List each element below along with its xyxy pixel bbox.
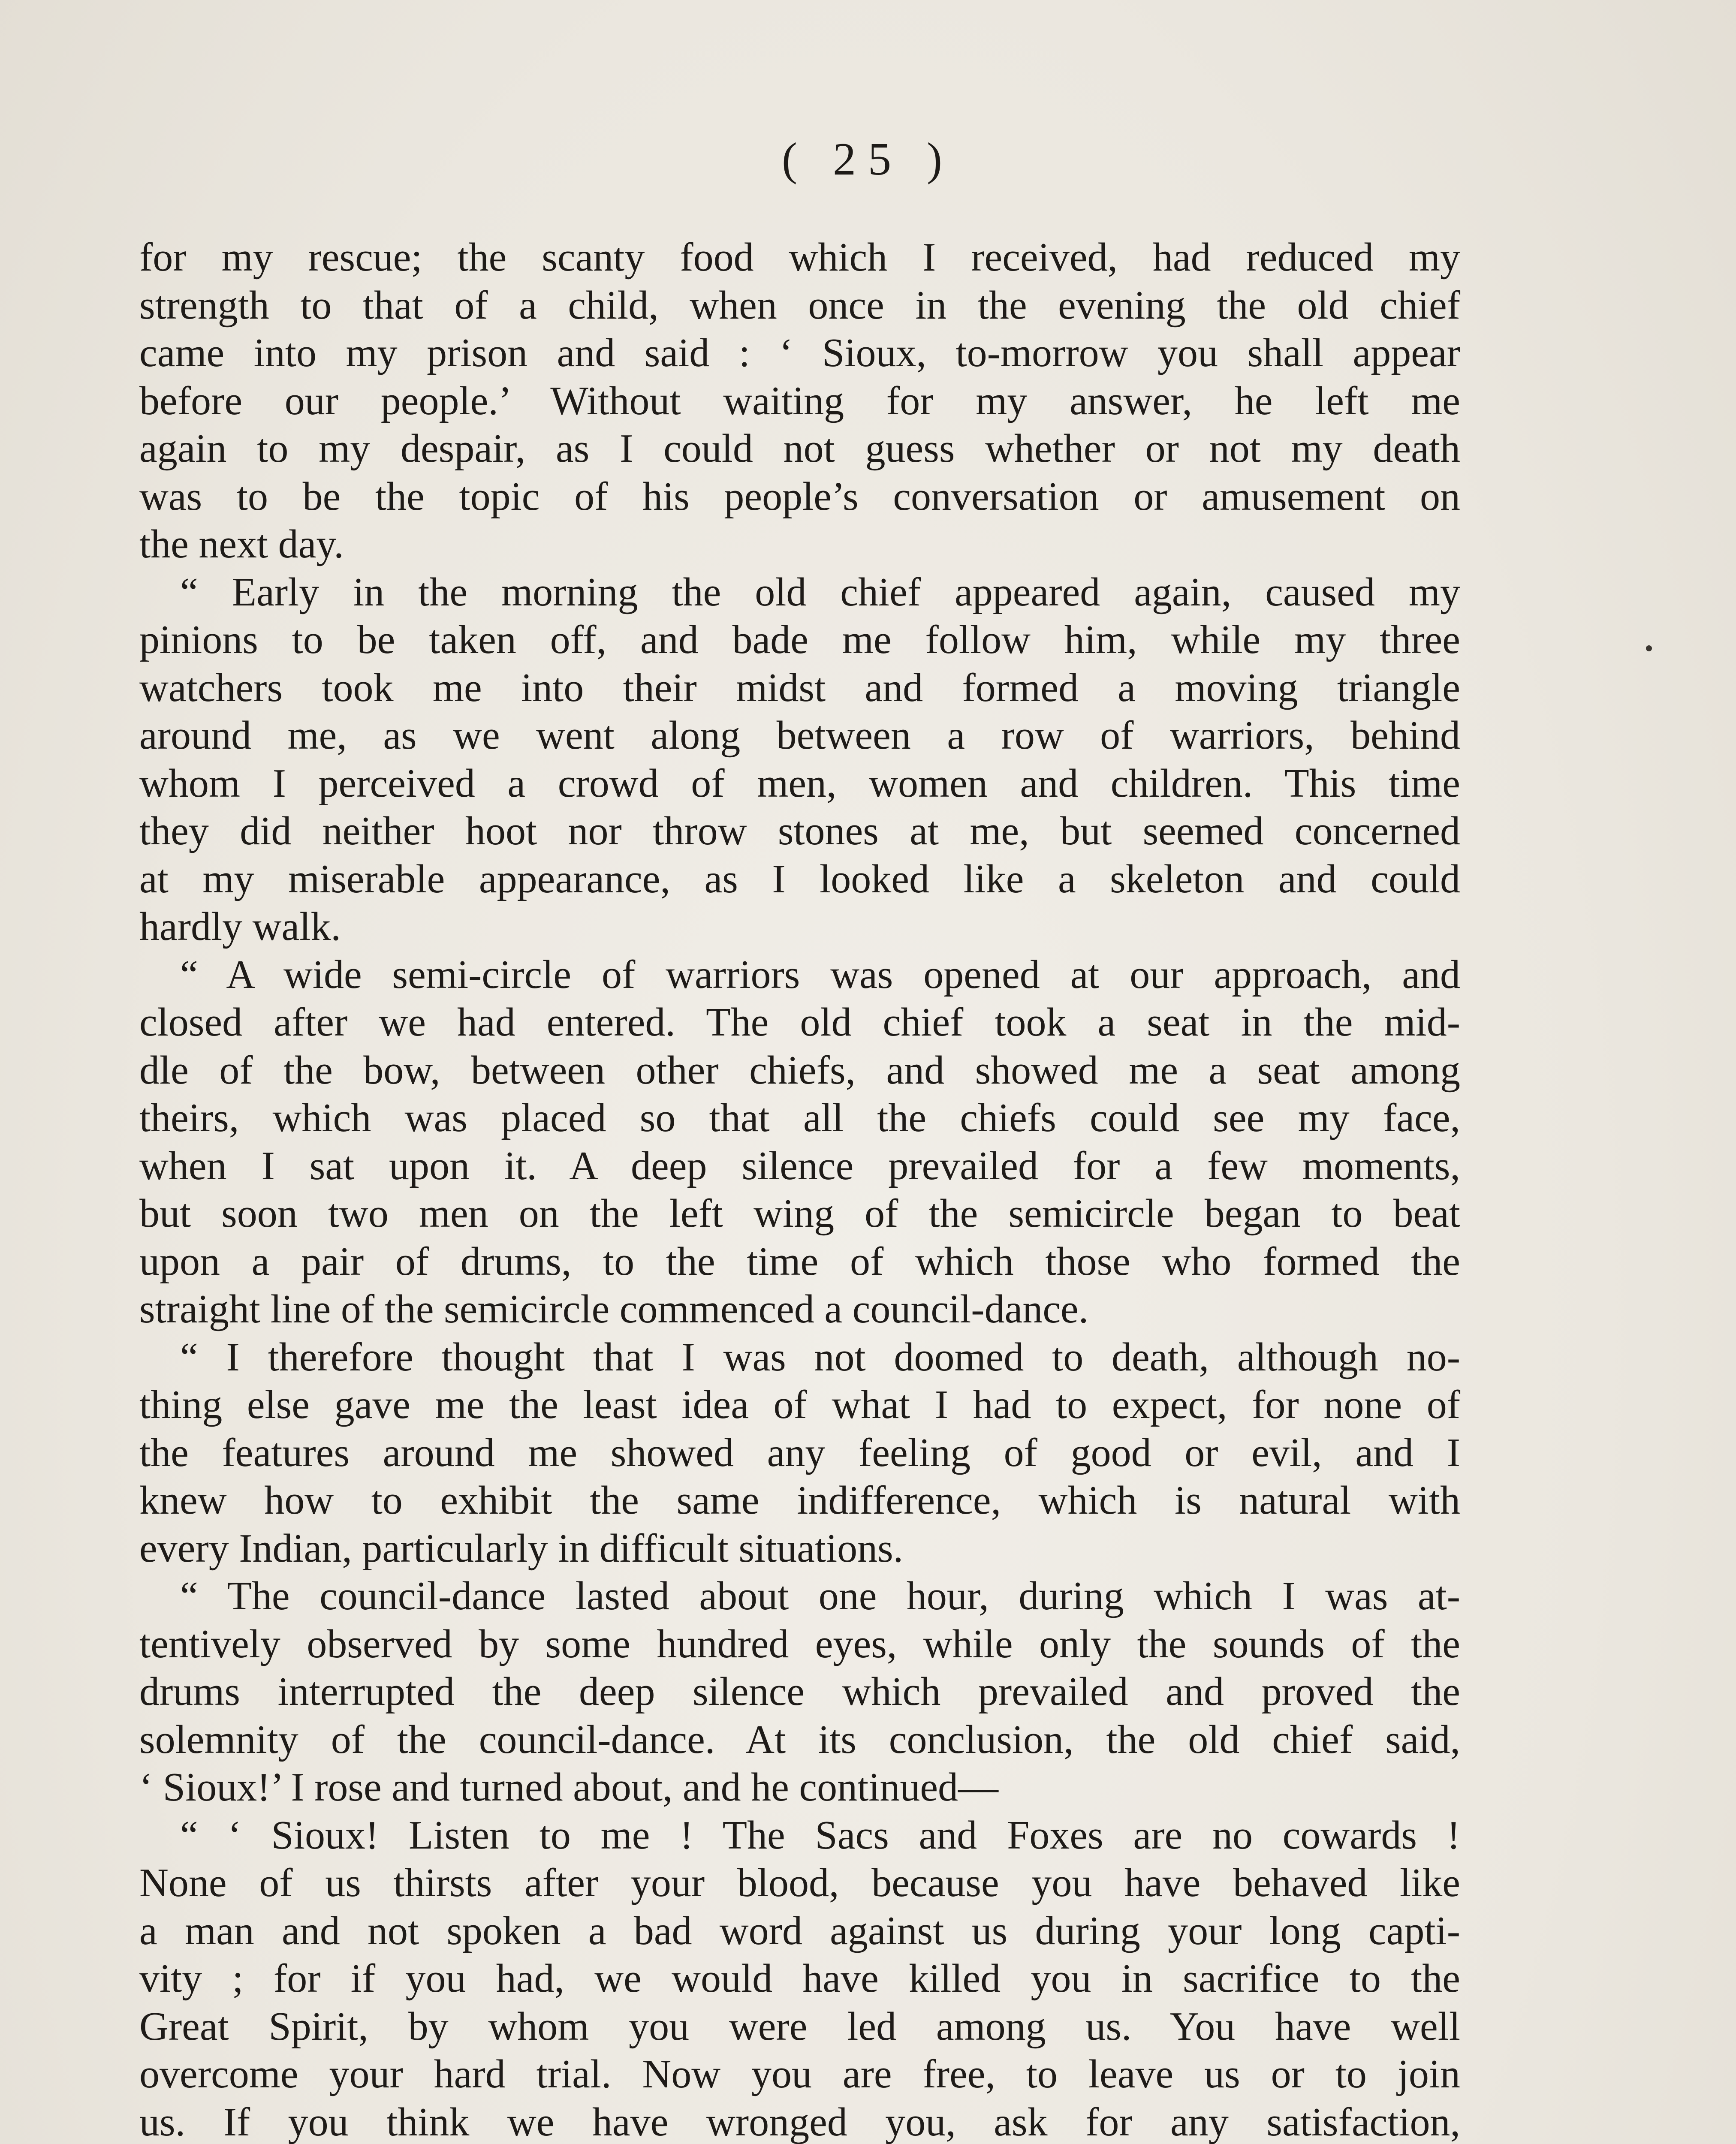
- text-line: but soon two men on the left wing of the semicircle began to beat: [139, 1191, 1460, 1236]
- text-line: pinions to be taken off, and bade me follow him, while my three: [139, 617, 1460, 662]
- text-line: they did neither hoot nor throw stones at me, but seemed concerned: [139, 809, 1460, 853]
- text-line: Great Spirit, by whom you were led among us. You have well: [139, 2004, 1460, 2049]
- text-line: upon a pair of drums, to the time of which those who formed the: [139, 1239, 1460, 1284]
- text-line: was to be the topic of his people’s conversation or amusement on: [139, 474, 1460, 519]
- text-line: again to my despair, as I could not guess whether or not my death: [139, 426, 1460, 471]
- text-line: watchers took me into their midst and formed a moving triangle: [139, 665, 1460, 710]
- paragraph: [139, 1334, 1460, 1573]
- text-line: at my miserable appearance, as I looked like a skeleton and could: [139, 856, 1460, 901]
- text-line: came into my prison and said : ‘ Sioux, to-morrow you shall appear: [139, 331, 1460, 375]
- text-line: strength to that of a child, when once in the evening the old chief: [139, 283, 1460, 328]
- paper-speck: [1646, 645, 1652, 651]
- text-line: a man and not spoken a bad word against us during your long capti-: [139, 1908, 1460, 1953]
- text-line: the features around me showed any feeling of good or evil, and I: [139, 1430, 1460, 1475]
- text-line: hardly walk.: [139, 904, 341, 949]
- text-line: dle of the bow, between other chiefs, and showed me a seat among: [139, 1048, 1460, 1093]
- text-line: “ I therefore thought that I was not doomed to death, although no-: [180, 1334, 1460, 1379]
- text-line: vity ; for if you had, we would have killed you in sacrifice to the: [139, 1956, 1460, 2001]
- paragraph: [139, 1572, 1460, 1812]
- text-line: for my rescue; the scanty food which I received, had reduced my: [139, 235, 1460, 280]
- text-line: before our people.’ Without waiting for my answer, he left me: [139, 378, 1460, 423]
- body-text: [139, 234, 1460, 2144]
- text-line: around me, as we went along between a row of warriors, behind: [139, 713, 1460, 758]
- text-line: straight line of the semicircle commenced a council-dance.: [139, 1287, 1089, 1331]
- text-line: ‘ Sioux!’ I rose and turned about, and he continued—: [139, 1765, 999, 1810]
- page-number: ( 25 ): [782, 134, 954, 185]
- text-line: us. If you think we have wronged you, ask for any satisfaction,: [139, 2099, 1460, 2144]
- text-line: closed after we had entered. The old chief took a seat in the mid-: [139, 1000, 1460, 1045]
- text-line: “ ‘ Sioux! Listen to me ! The Sacs and Foxes are no cowards !: [180, 1813, 1460, 1858]
- text-line: every Indian, particularly in difficult situations.: [139, 1526, 904, 1571]
- text-line: theirs, which was placed so that all the chiefs could see my face,: [139, 1096, 1460, 1140]
- text-line: whom I perceived a crowd of men, women and children. This time: [139, 761, 1460, 806]
- text-line: thing else gave me the least idea of what I had to expect, for none of: [139, 1382, 1460, 1427]
- text-line: the next day.: [139, 522, 344, 566]
- text-line: “ The council-dance lasted about one hour, during which I was at-: [180, 1574, 1460, 1618]
- paragraph: [139, 951, 1460, 1334]
- paragraph: [139, 234, 1460, 569]
- text-line: solemnity of the council-dance. At its conclusion, the old chief said,: [139, 1717, 1460, 1762]
- text-line: tentively observed by some hundred eyes, while only the sounds of the: [139, 1621, 1460, 1666]
- text-line: overcome your hard trial. Now you are free, to leave us or to join: [139, 2052, 1460, 2096]
- text-line: None of us thirsts after your blood, because you have behaved like: [139, 1861, 1460, 1905]
- text-line: “ Early in the morning the old chief appeared again, caused my: [180, 569, 1460, 614]
- text-line: when I sat upon it. A deep silence prevailed for a few moments,: [139, 1143, 1460, 1188]
- text-line: “ A wide semi-circle of warriors was opened at our approach, and: [180, 952, 1460, 997]
- text-line: knew how to exhibit the same indifference, which is natural with: [139, 1478, 1460, 1523]
- paragraph: [139, 1812, 1460, 2144]
- paragraph: [139, 569, 1460, 951]
- text-line: drums interrupted the deep silence which prevailed and proved the: [139, 1669, 1460, 1714]
